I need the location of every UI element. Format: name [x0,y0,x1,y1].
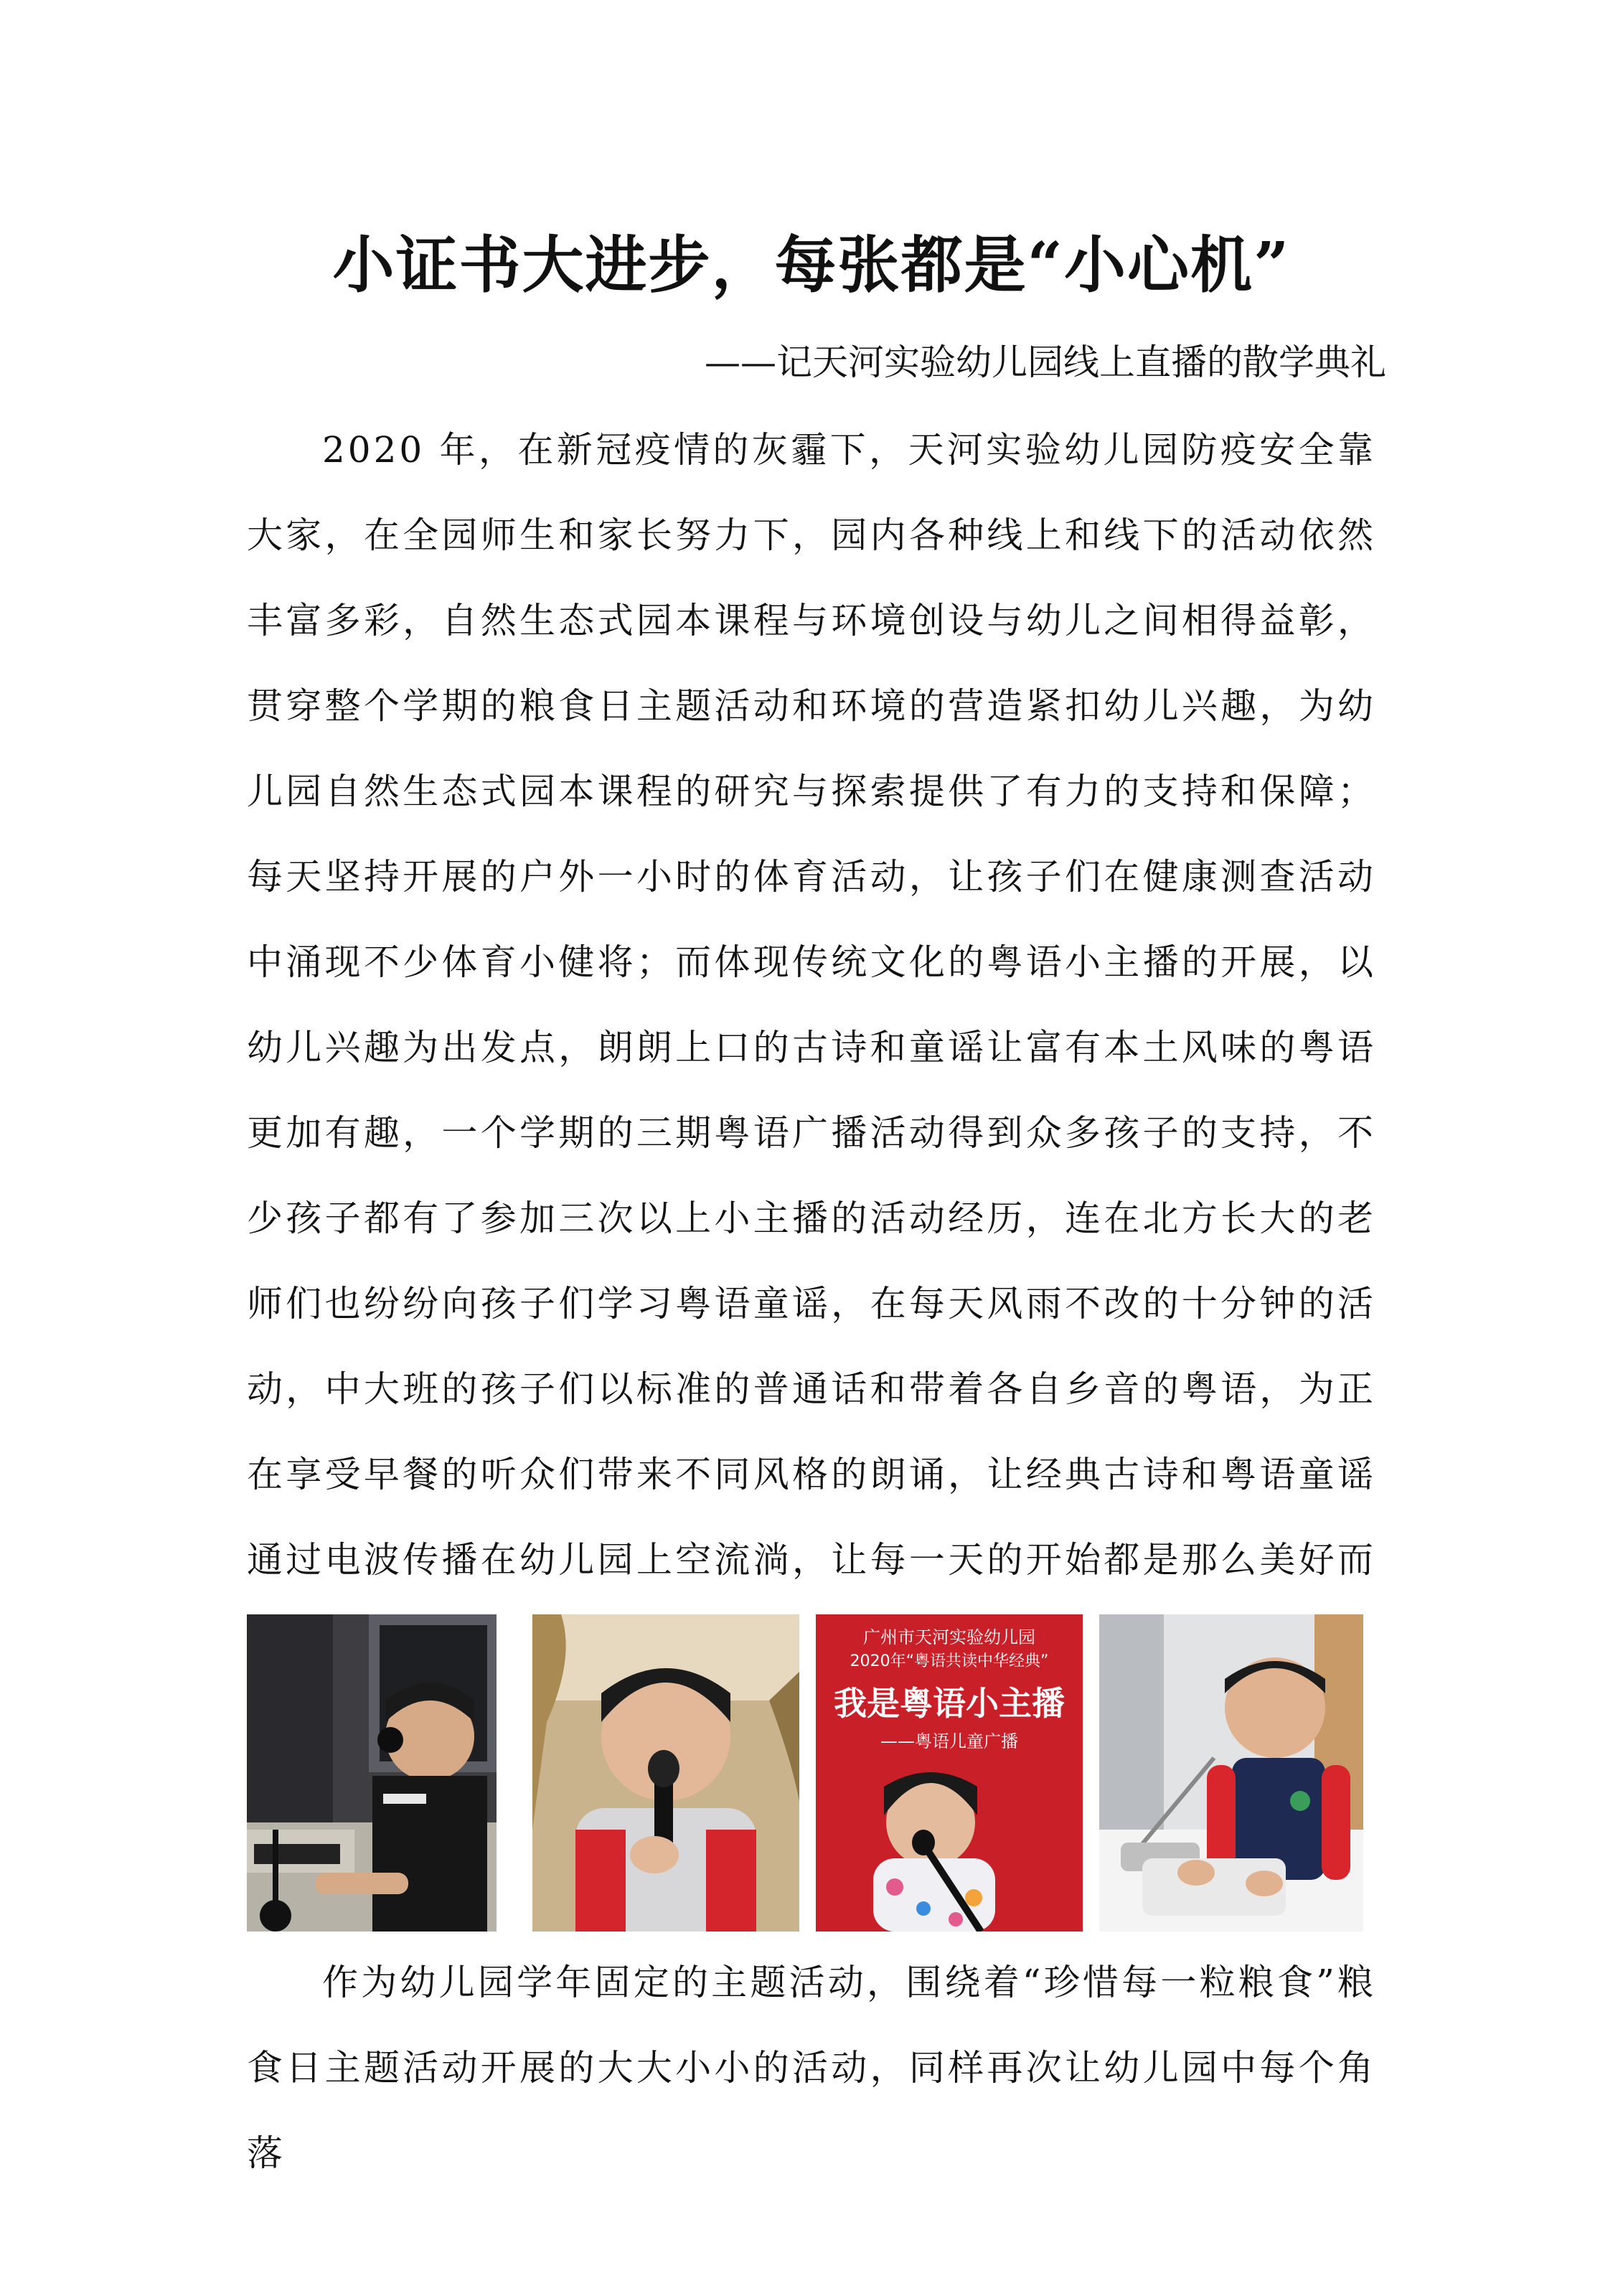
article-title: 小证书大进步，每张都是“小心机” [332,229,1291,301]
paragraph-1: 2020 年，在新冠疫情的灰霾下，天河实验幼儿园防疫安全靠大家，在全园师生和家长努力下，园内各种线上和线下的活动依然丰富多彩，自然生态式园本课程与环境创设与幼儿之间相得益彰，贯穿整个学期的粮食日主题活动和环境的营造紧扣幼儿兴趣，为幼儿园自然生态式园本课程的研究与探索提供了有力的支持和保障；每天坚持开展的户外一小时的体育活动，让孩子们在健康测查活动中涌现不少体育小健将；而体现传统文化的粤语小主播的开展，以幼儿兴趣为出发点，朗朗上口的古诗和童谣让富有本土风味的粤语更加有趣，一个学期的三期粤语广播活动得到众多孩子的支持，不少孩子都有了参加三次以上小主播的活动经历，连在北方长大的老师们也纷纷向孩子们学习粤语童谣，在每天风雨不改的十分钟的活动，中大班的孩子们以标准的普通话和带着各自乡音的粤语，为正在享受早餐的听众们带来不同风格的朗诵，让经典古诗和粤语童谣通过电波传播在幼儿园上空流淌，让每一天的开始都是那么美好而 [247,429,1376,1581]
article-subtitle: ——记天河实验幼儿园线上直播的散学典礼 [705,342,1386,383]
photo-child-at-broadcast-desk [247,1614,497,1932]
photo-girl-with-red-banner [816,1614,1083,1932]
banner-line-1: 广州市天河实验幼儿园 [863,1627,1035,1647]
banner-line-3: 我是粤语小主播 [834,1684,1065,1723]
photo-boy-with-microphone [532,1614,799,1932]
photo-boy-at-desk [1099,1614,1363,1932]
paragraph-2: 作为幼儿园学年固定的主题活动，围绕着“珍惜每一粒粮食”粮食日主题活动开展的大大小小的活动，同样再次让幼儿园中每个角落 [247,1962,1376,2174]
banner-line-4: ——粤语儿童广播 [880,1731,1018,1751]
banner-line-2: 2020年“粤语共读中华经典” [850,1652,1049,1670]
